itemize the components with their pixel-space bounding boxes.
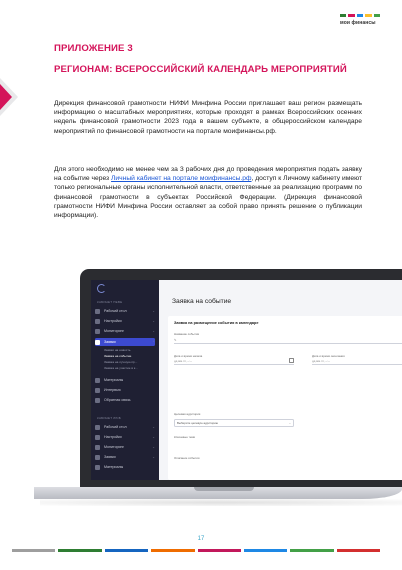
sidebar-item-label: Материалы bbox=[104, 378, 124, 382]
appendix-title: ПРИЛОЖЕНИЕ 3 bbox=[54, 43, 133, 54]
footer-segment bbox=[337, 549, 380, 552]
footer-segment bbox=[151, 549, 194, 552]
laptop-notch bbox=[194, 487, 254, 491]
sidebar-item-label: Рабочий стол bbox=[104, 309, 127, 313]
sidebar-item-requests-2[interactable] bbox=[95, 453, 155, 461]
document-icon bbox=[95, 455, 100, 460]
page-title: Заявка на событие bbox=[172, 298, 232, 305]
sidebar-item-monitoring[interactable] bbox=[95, 327, 155, 335]
sidebar-item-materials[interactable] bbox=[95, 376, 155, 384]
pencil-icon: ✎ bbox=[174, 337, 177, 342]
footer-color-bar bbox=[0, 549, 402, 552]
form-title: Заявка на размещение события в календаре bbox=[174, 321, 259, 325]
sidebar-subitem-event[interactable]: Заявка на событие bbox=[104, 354, 132, 358]
sidebar-item-label: Заявки bbox=[104, 340, 116, 344]
sidebar-item-requests[interactable] bbox=[95, 338, 155, 346]
sidebar-item-monitoring-2[interactable] bbox=[95, 443, 155, 451]
logo-bar bbox=[365, 14, 371, 17]
logo-bar bbox=[348, 14, 354, 17]
intro-paragraph: Дирекция финансовой грамотности НИФИ Минфина России приглашает ваш регион размещать информацию о масштабных мероприятиях, которые проходят в рамках Всероссийских осенних недель финансовой грамотности 2023 года в вашем субъекте, в общероссийском календаре мероприятий по финансовой грамотности на портале моифинансы.рф. bbox=[54, 100, 362, 135]
folder-icon bbox=[95, 465, 100, 470]
paragraph-text: , доступ к Личному кабинету имеют только региональные органы исполнительной власти, ответственные за реализацию программ по финансовой грамотности в субъектах Российской Федерации. (Дирекция финансовой грамотности НИФИ Минфина России оставляет за собой право принять решение о публикации информации). bbox=[54, 175, 363, 220]
sidebar-item-label: Настройки bbox=[104, 319, 122, 323]
laptop-shadow bbox=[40, 499, 402, 506]
end-date-label: Дата и время окончания bbox=[312, 354, 345, 358]
page-number: 17 bbox=[197, 536, 205, 542]
sidebar-subitem-participation[interactable]: Заявка на участие в к... bbox=[104, 366, 138, 370]
microphone-icon bbox=[95, 388, 100, 393]
logo-bar bbox=[374, 14, 380, 17]
sidebar-item-label: Обратная связь bbox=[104, 398, 131, 402]
event-form-card bbox=[168, 316, 402, 480]
sidebar-caption: КАБИНЕТ ЛЮБ bbox=[97, 416, 121, 420]
screen-main bbox=[159, 280, 402, 480]
section-title: РЕГИОНАМ: ВСЕРОССИЙСКИЙ КАЛЕНДАРЬ МЕРОПРИЯТИЙ bbox=[54, 64, 347, 75]
sidebar-subitem-news[interactable]: Заявки на новость bbox=[104, 348, 131, 352]
moi-finansy-logo bbox=[340, 14, 380, 26]
sidebar-item-label: Заявки bbox=[104, 455, 116, 459]
end-date-input[interactable] bbox=[312, 357, 402, 365]
sidebar-item-label: Материалы bbox=[104, 465, 124, 469]
sidebar-item-label: Настройки bbox=[104, 435, 122, 439]
chevron-icon: ⌄ bbox=[152, 329, 155, 333]
description-label: Описание события bbox=[174, 456, 200, 460]
laptop-screen bbox=[91, 280, 402, 480]
chevron-icon: ⌄ bbox=[152, 309, 155, 313]
audience-select[interactable] bbox=[174, 419, 294, 427]
gear-icon bbox=[95, 435, 100, 440]
sidebar-item-label: Мониторинг bbox=[104, 445, 124, 449]
chevron-icon: ⌄ bbox=[152, 319, 155, 323]
keywords-label: Ключевые теми bbox=[174, 435, 196, 439]
cabinet-link[interactable]: Личный кабинет на портале моифинансы.рф bbox=[111, 175, 252, 183]
document-icon bbox=[95, 340, 100, 345]
left-decoration bbox=[0, 78, 18, 116]
footer-segment bbox=[244, 549, 287, 552]
folder-icon bbox=[95, 378, 100, 383]
sidebar-item-settings-2[interactable] bbox=[95, 433, 155, 441]
sidebar-item-label: Мониторинг bbox=[104, 329, 124, 333]
sidebar-item-interview[interactable] bbox=[95, 386, 155, 394]
logo-bar bbox=[340, 14, 346, 17]
home-icon bbox=[95, 425, 100, 430]
sidebar-subitem-practice[interactable]: Заявка на лучшую пр... bbox=[104, 360, 138, 364]
audience-label: Целевая аудитория bbox=[174, 412, 201, 416]
logo-text: мои финансы bbox=[340, 20, 376, 26]
monitor-icon bbox=[95, 329, 100, 334]
start-date-input[interactable] bbox=[174, 357, 294, 365]
chevron-up-icon: ⌃ bbox=[152, 340, 155, 344]
sidebar-item-materials-2[interactable] bbox=[95, 463, 155, 471]
sidebar-item-label: Интервью bbox=[104, 388, 121, 392]
sidebar-item-settings[interactable] bbox=[95, 317, 155, 325]
calendar-icon bbox=[289, 358, 295, 364]
sidebar-item-feedback[interactable] bbox=[95, 396, 155, 404]
footer-segment bbox=[105, 549, 148, 552]
logo-color-bars bbox=[340, 14, 380, 17]
event-name-input[interactable] bbox=[174, 336, 402, 344]
sidebar-item-label: Рабочий стол bbox=[104, 425, 127, 429]
footer-segment bbox=[290, 549, 333, 552]
sidebar-item-desktop-2[interactable] bbox=[95, 423, 155, 431]
footer-segment bbox=[58, 549, 101, 552]
end-date-placeholder: дд.мм.ггг, --:-- bbox=[312, 358, 331, 363]
sidebar-item-desktop[interactable] bbox=[95, 307, 155, 315]
footer-segment bbox=[12, 549, 55, 552]
home-icon bbox=[95, 309, 100, 314]
monitor-icon bbox=[95, 445, 100, 450]
chevron-icon: ⌄ bbox=[152, 445, 155, 449]
chevron-icon: ⌄ bbox=[152, 435, 155, 439]
logo-bar bbox=[357, 14, 363, 17]
instructions-paragraph bbox=[54, 165, 362, 220]
chevron-icon: ⌄ bbox=[152, 425, 155, 429]
app-logo-icon bbox=[97, 284, 106, 293]
start-date-label: Дата и время начала bbox=[174, 354, 203, 358]
event-name-label: Название события bbox=[174, 332, 200, 336]
screen-sidebar bbox=[91, 280, 159, 480]
sidebar-caption: КАБИНЕТ ПЕВЕ bbox=[97, 300, 123, 304]
paragraph-text: Для этого необходимо не менее чем за 3 рабочих дня до проведения мероприятия подать заявку на событие через bbox=[54, 166, 362, 183]
chat-icon bbox=[95, 398, 100, 403]
chevron-icon: ⌄ bbox=[152, 455, 155, 459]
chevron-down-icon: ⌄ bbox=[288, 421, 291, 425]
footer-segment bbox=[198, 549, 241, 552]
start-date-placeholder: дд.мм.ггг, --:-- bbox=[174, 358, 193, 363]
audience-value: Выберите целевую аудиторию bbox=[177, 421, 218, 425]
gear-icon bbox=[95, 319, 100, 324]
